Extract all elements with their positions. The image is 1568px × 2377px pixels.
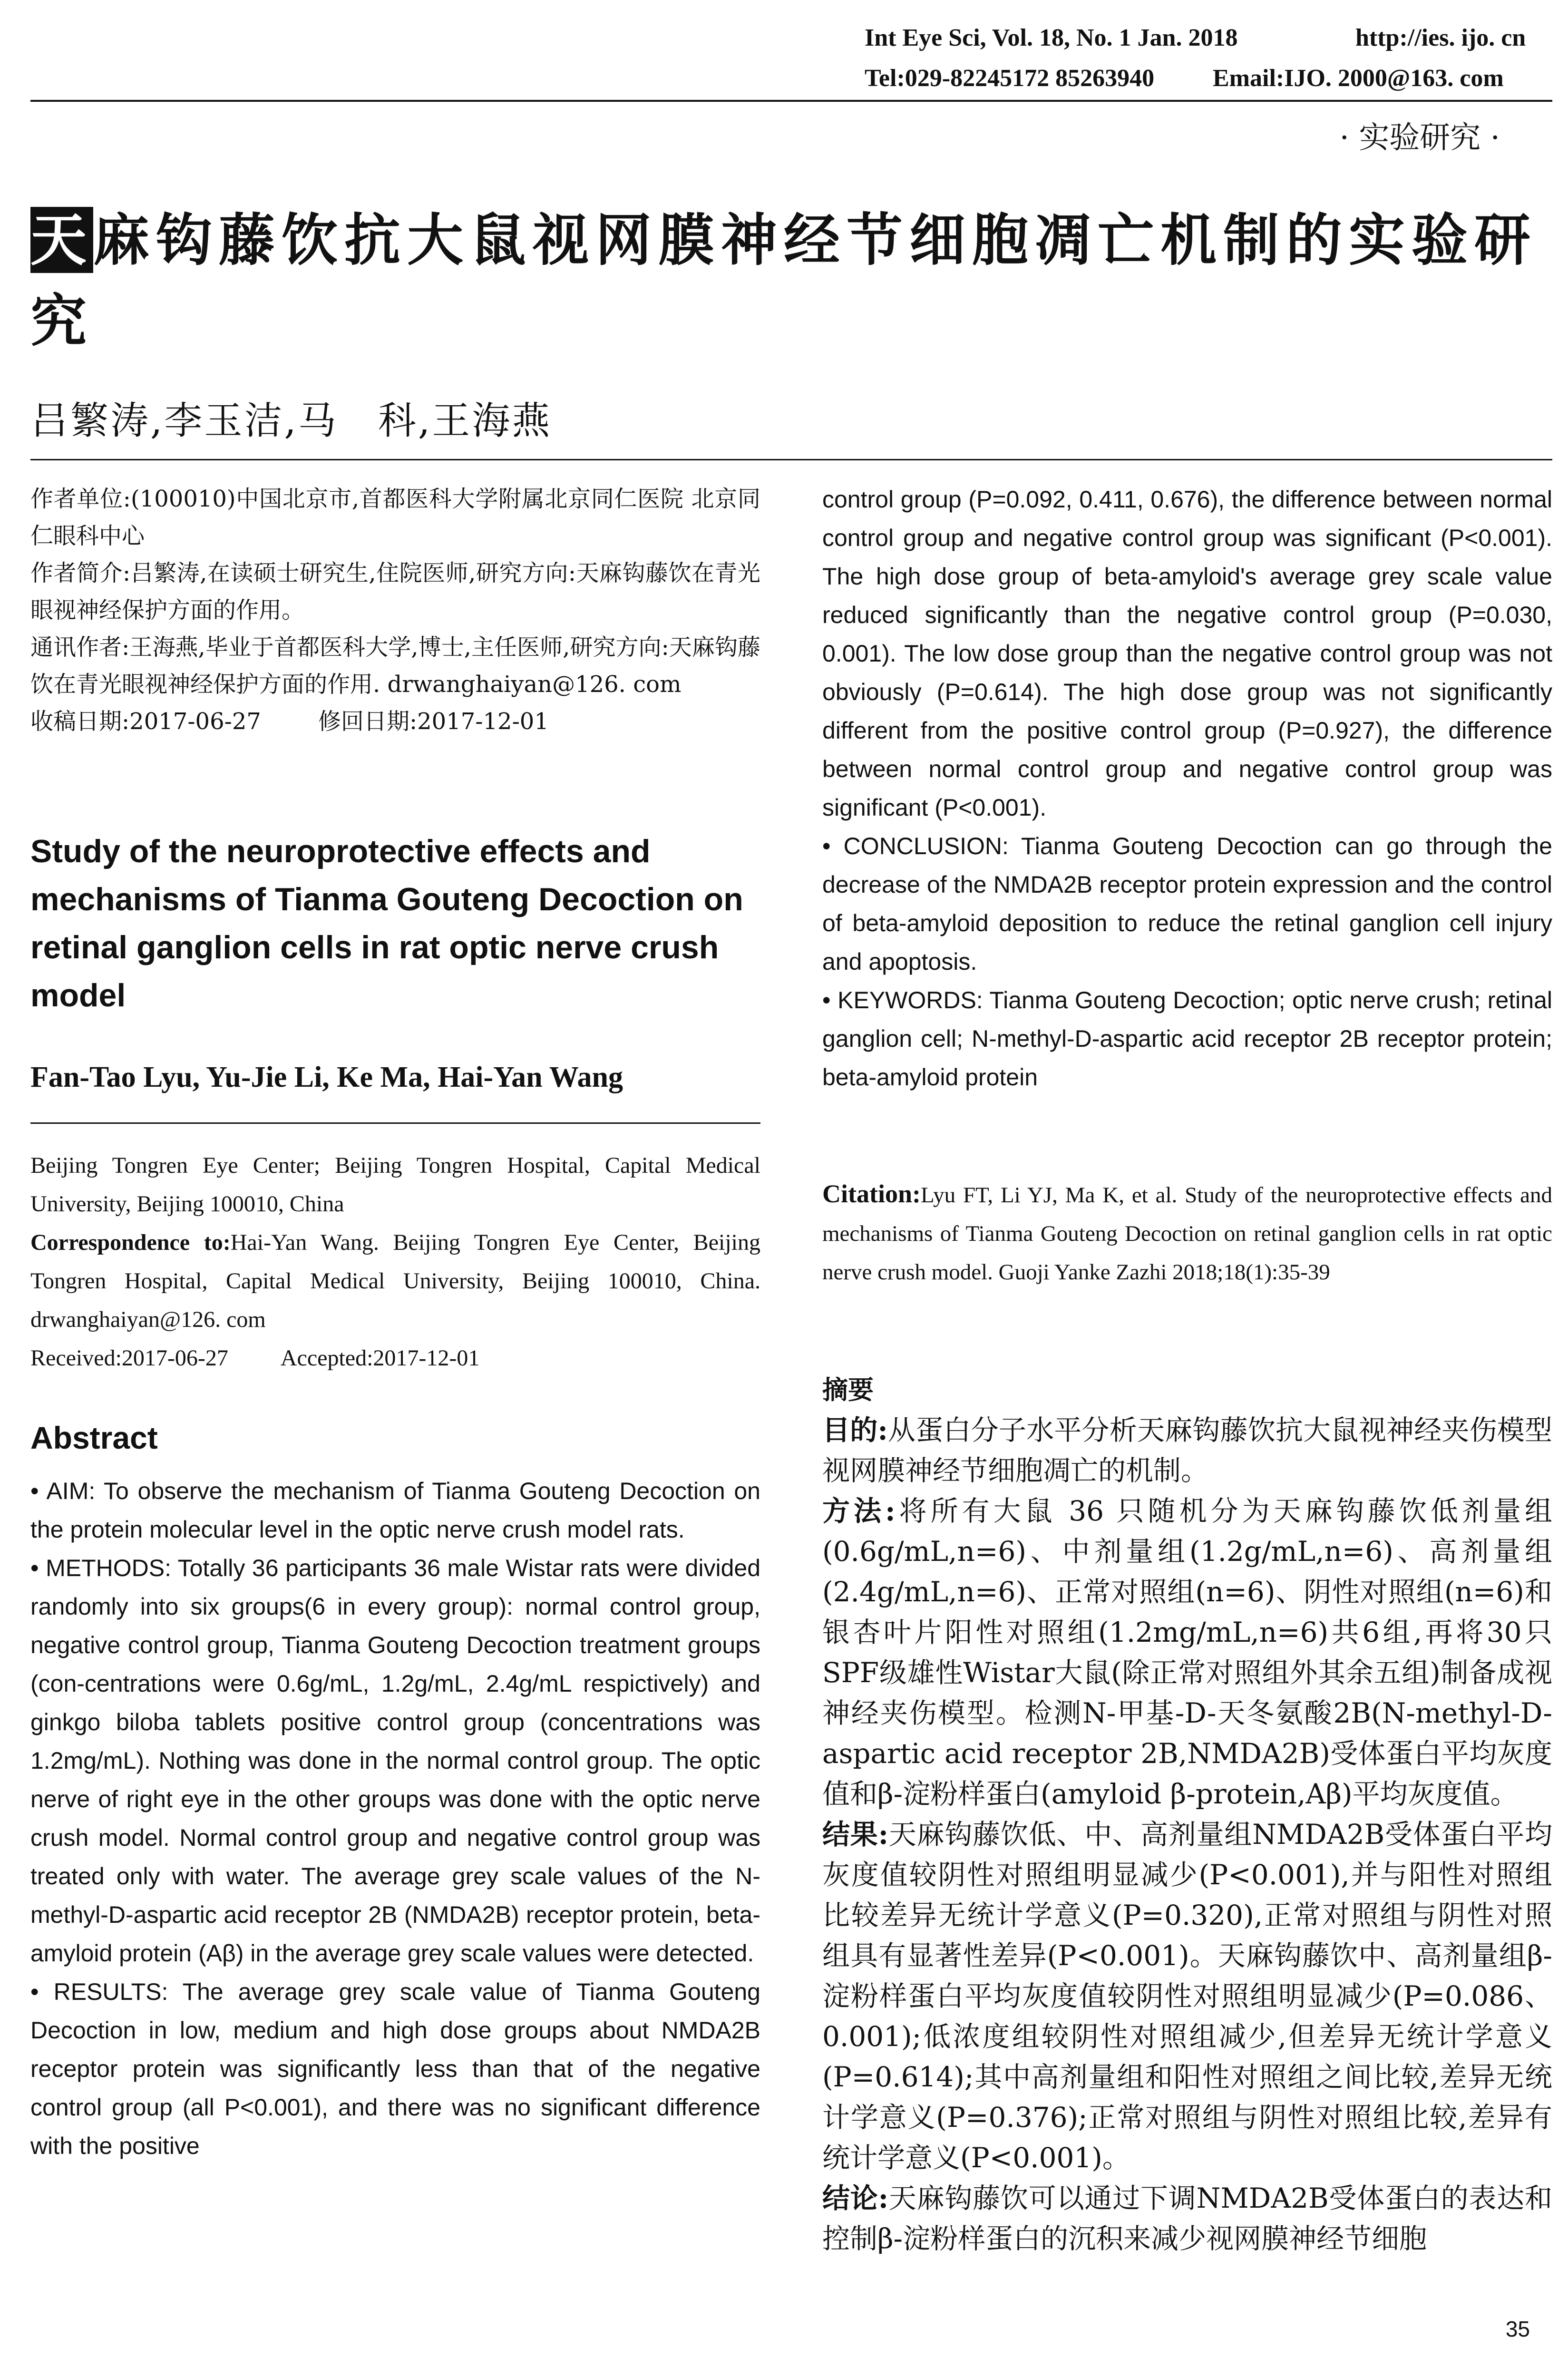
cn-results-text: 天麻钩藤饮低、中、高剂量组NMDA2B受体蛋白平均灰度值较阴性对照组明显减少(P<0.001),并与阳性对照组比较差异无统计学意义(P=0.320),正常对照组与阴性对照组具有显著性差异(P<0.001)。天麻钩藤饮中、高剂量组β-淀粉样蛋白平均灰度值较阴性对照组明显减少(P=0.086、0.001);低浓度组较阴性对照组减少,但差异无统计学意义(P=0.614);其中高剂量组和阳性对照组之间比较,差异无统计学意义(P=0.376);正常对照组与阴性对照组比较,差异有统计学意义(P<0.001)。 [822, 1818, 1552, 2174]
received-date-en: Received:2017-06-27 [30, 1345, 228, 1371]
received-date-cn: 收稿日期:2017-06-27 [30, 708, 261, 735]
citation-label: Citation: [822, 1179, 921, 1208]
abstract-conclusion: • CONCLUSION: Tianma Gouteng Decoction can go through the decrease of the NMDA2B receptor protein expression and the control of beta-amyloid deposition to reduce the retinal ganglion cell injury and apoptosis. [822, 833, 1552, 975]
abstract-heading: Abstract [30, 1420, 158, 1455]
affiliation-cn [30, 480, 760, 740]
english-affiliation-unit: Beijing Tongren Eye Center; Beijing Tongren Hospital, Capital Medical University, Beijing 100010, China [30, 1153, 760, 1217]
abstract-results-cont: control group (P=0.092, 0.411, 0.676), the difference between normal control group and negative control group was significant (P<0.001). The high dose group of beta-amyloid's average grey scale value reduced significantly than the negative control group (P=0.030, 0.001). The low dose group than the negative control group was not obviously (P=0.614). The high dose group was not significantly different from the positive control group (P=0.927), the difference between normal control group and negative control group was significant (P<0.001). [822, 486, 1552, 821]
abstract-left [30, 1472, 760, 2165]
correspondence-label: Correspondence to: [30, 1230, 231, 1255]
journal-tel: Tel:029-82245172 85263940 [865, 65, 1155, 92]
title-rule [30, 459, 1552, 460]
cn-abstract [822, 1410, 1552, 2259]
section-tag: · 实验研究 · [1339, 120, 1500, 156]
journal-email: Email:IJO. 2000@163. com [1213, 65, 1504, 92]
page-number: 35 [1505, 2317, 1530, 2341]
header-rule [30, 100, 1552, 102]
citation-text: Lyu FT, Li YJ, Ma K, et al. Study of the neuroprotective effects and mechanisms of Tianma Gouteng Decoction on retinal ganglion cells in rat optic nerve crush model. Guoji Yanke Zazhi 2018;18(1):35-39 [822, 1183, 1552, 1285]
cn-objective-label: 目的: [822, 1414, 888, 1446]
cn-objective [822, 1410, 1552, 1491]
cn-abstract-heading: 摘要 [822, 1374, 874, 1405]
english-affiliation [30, 1146, 760, 1377]
cn-conclusion-label: 结论: [822, 2182, 889, 2214]
english-correspondence: Hai-Yan Wang. Beijing Tongren Eye Center, Beijing Tongren Hospital, Capital Medical University, Beijing 100010, China. drwanghaiyan@126. com [30, 1230, 761, 1332]
cn-methods [822, 1491, 1552, 1814]
article-title [30, 200, 1552, 361]
abstract-keywords: • KEYWORDS: Tianma Gouteng Decoction; optic nerve crush; retinal ganglion cell; N-methyl-D-aspartic acid receptor 2B receptor protein; beta-amyloid protein [822, 987, 1552, 1091]
citation [822, 1175, 1552, 1292]
accepted-date-en: Accepted:2017-12-01 [280, 1345, 480, 1371]
affiliation-unit: 作者单位:(100010)中国北京市,首都医科大学附属北京同仁医院 北京同仁眼科中心 [30, 486, 760, 549]
authors-cn: 吕繁涛,李玉洁,马 科,王海燕 [30, 399, 552, 443]
title-first-char: 天 [30, 207, 94, 273]
cn-conclusion-text: 天麻钩藤饮可以通过下调NMDA2B受体蛋白的表达和控制β-淀粉样蛋白的沉积来减少视网膜神经节细胞 [822, 2182, 1552, 2255]
cn-methods-label: 方法: [822, 1495, 896, 1527]
english-authors: Fan-Tao Lyu, Yu-Jie Li, Ke Ma, Hai-Yan Wang [30, 1061, 623, 1093]
cn-conclusion [822, 2178, 1552, 2259]
cn-results [822, 1814, 1552, 2178]
english-authors-rule [30, 1122, 760, 1124]
cn-objective-text: 从蛋白分子水平分析天麻钩藤饮抗大鼠视神经夹伤模型视网膜神经节细胞凋亡的机制。 [822, 1414, 1552, 1487]
title-rest: 麻钩藤饮抗大鼠视网膜神经节细胞凋亡机制的实验研究 [30, 207, 1538, 354]
revised-date-cn: 修回日期:2017-12-01 [318, 708, 549, 735]
abstract-methods: • METHODS: Totally 36 participants 36 male Wistar rats were divided randomly into six groups(6 in every group): normal control group, negative control group, Tianma Gouteng Decoction treatment groups (con-centrations were 0.6g/mL, 1.2g/mL, 2.4g/mL respictively) and ginkgo biloba tablets positive control group (concentrations was 1.2mg/mL). Nothing was done in the normal control group. The optic nerve of right eye in the other groups was done with the optic nerve crush model. Normal control group and negative control group was treated only with water. The average grey scale values of the N-methyl-D-aspartic acid receptor 2B (NMDA2B) receptor protein, beta-amyloid protein (Aβ) in the average grey scale values were detected. [30, 1555, 760, 1967]
cn-results-label: 结果: [822, 1818, 889, 1851]
english-title: Study of the neuroprotective effects and mechanisms of Tianma Gouteng Decoction on retinal ganglion cells in rat optic nerve crush model [30, 833, 743, 1013]
journal-url: http://ies. ijo. cn [1355, 24, 1526, 51]
author-bio: 作者简介:吕繁涛,在读硕士研究生,住院医师,研究方向:天麻钩藤饮在青光眼视神经保护方面的作用。 [30, 560, 760, 623]
abstract-right [822, 480, 1552, 1097]
abstract-aim: • AIM: To observe the mechanism of Tianma Gouteng Decoction on the protein molecular level in the optic nerve crush model rats. [30, 1478, 760, 1543]
abstract-results: • RESULTS: The average grey scale value of Tianma Gouteng Decoction in low, medium and high dose groups about NMDA2B receptor protein was significantly less than that of the negative control group (all P<0.001), and there was no significant difference with the positive [30, 1978, 760, 2159]
cn-methods-text: 将所有大鼠 36 只随机分为天麻钩藤饮低剂量组(0.6g/mL,n=6)、中剂量组(1.2g/mL,n=6)、高剂量组(2.4g/mL,n=6)、正常对照组(n=6)、阴性对照组(n=6)和银杏叶片阳性对照组(1.2mg/mL,n=6)共6组,再将30只SPF级雄性Wistar大鼠(除正常对照组外其余五组)制备成视神经夹伤模型。检测N-甲基-D-天冬氨酸2B(N-methyl-D-aspartic acid receptor 2B,NMDA2B)受体蛋白平均灰度值和β-淀粉样蛋白(amyloid β-protein,Aβ)平均灰度值。 [822, 1495, 1552, 1810]
journal-info: Int Eye Sci, Vol. 18, No. 1 Jan. 2018 [865, 24, 1238, 51]
correspondence-cn: 通讯作者:王海燕,毕业于首都医科大学,博士,主任医师,研究方向:天麻钩藤饮在青光眼视神经保护方面的作用. drwanghaiyan@126. com [30, 634, 760, 698]
